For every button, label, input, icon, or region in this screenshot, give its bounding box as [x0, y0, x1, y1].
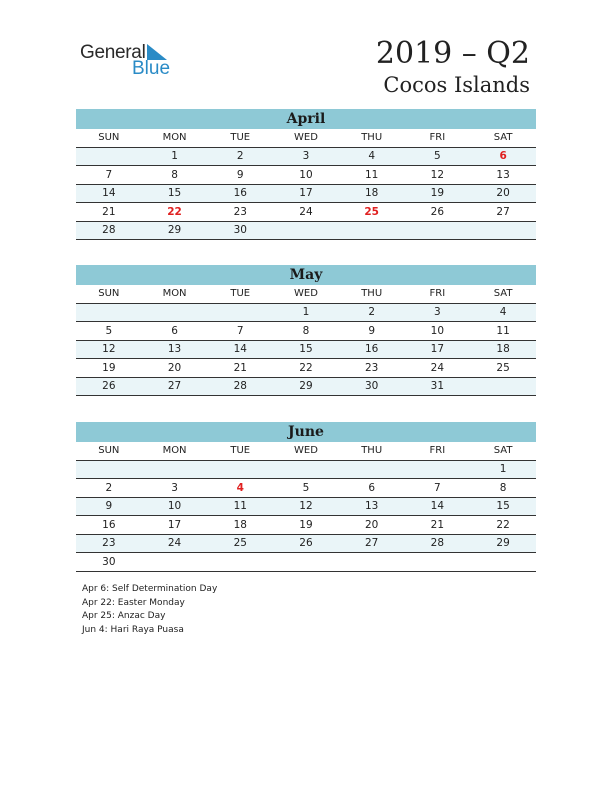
- weekday-label: THU: [339, 285, 405, 303]
- day-cell: 11: [470, 322, 536, 341]
- day-cell: 26: [76, 377, 142, 396]
- day-cell: 25: [339, 203, 405, 222]
- weekday-label: WED: [273, 285, 339, 303]
- weekday-label: MON: [142, 442, 208, 460]
- day-cell: 25: [470, 359, 536, 378]
- day-cell: [273, 221, 339, 240]
- weekday-label: SAT: [470, 129, 536, 147]
- holiday-note: Apr 25: Anzac Day: [82, 611, 166, 621]
- day-cell: 15: [273, 340, 339, 359]
- day-cell: 12: [405, 166, 471, 185]
- calendar-grid: [76, 285, 536, 396]
- holiday-notes: [82, 583, 217, 637]
- day-cell: [470, 553, 536, 572]
- day-cell: 18: [470, 340, 536, 359]
- holiday-note: Apr 6: Self Determination Day: [82, 584, 218, 594]
- page-subtitle: Cocos Islands: [383, 73, 530, 97]
- logo: [80, 40, 200, 80]
- day-cell: 18: [207, 516, 273, 535]
- day-cell: 22: [273, 359, 339, 378]
- day-cell: 23: [339, 359, 405, 378]
- day-cell: 12: [273, 497, 339, 516]
- day-cell: 21: [76, 203, 142, 222]
- weekday-label: TUE: [207, 285, 273, 303]
- weekday-label: TUE: [207, 129, 273, 147]
- month-header: April: [76, 109, 536, 129]
- day-cell: 23: [76, 534, 142, 553]
- day-cell: 14: [405, 497, 471, 516]
- day-cell: 7: [405, 479, 471, 498]
- month-header: May: [76, 265, 536, 285]
- day-cell: 3: [273, 147, 339, 166]
- day-cell: 14: [76, 184, 142, 203]
- day-cell: [76, 147, 142, 166]
- day-cell: [470, 221, 536, 240]
- week-row: [76, 359, 536, 378]
- day-cell: 22: [470, 516, 536, 535]
- weekday-label: SAT: [470, 442, 536, 460]
- day-cell: 31: [405, 377, 471, 396]
- day-cell: 16: [339, 340, 405, 359]
- holiday-note: Apr 22: Easter Monday: [82, 597, 185, 608]
- day-cell: 9: [339, 322, 405, 341]
- day-cell: 29: [273, 377, 339, 396]
- week-row: [76, 166, 536, 185]
- day-cell: 6: [470, 147, 536, 166]
- day-cell: 26: [405, 203, 471, 222]
- day-cell: 1: [470, 460, 536, 479]
- day-cell: [142, 553, 208, 572]
- day-cell: 7: [76, 166, 142, 185]
- day-cell: 19: [76, 359, 142, 378]
- day-cell: 27: [142, 377, 208, 396]
- day-cell: [142, 460, 208, 479]
- page-title: 2019 – Q2: [375, 36, 530, 71]
- day-cell: 9: [76, 497, 142, 516]
- day-cell: 11: [339, 166, 405, 185]
- week-row: [76, 322, 536, 341]
- day-cell: 11: [207, 497, 273, 516]
- day-cell: 20: [470, 184, 536, 203]
- week-row: [76, 221, 536, 240]
- day-cell: 17: [142, 516, 208, 535]
- day-cell: [339, 553, 405, 572]
- day-cell: 6: [339, 479, 405, 498]
- week-row: [76, 534, 536, 553]
- day-cell: 30: [76, 553, 142, 572]
- day-cell: 28: [405, 534, 471, 553]
- week-row: [76, 184, 536, 203]
- week-row: [76, 460, 536, 479]
- day-cell: 2: [339, 303, 405, 322]
- day-cell: 19: [405, 184, 471, 203]
- day-cell: 2: [207, 147, 273, 166]
- day-cell: 5: [76, 322, 142, 341]
- weekday-label: TUE: [207, 442, 273, 460]
- weekday-header-row: [76, 129, 536, 147]
- day-cell: 20: [142, 359, 208, 378]
- logo-blue-text: Blue: [132, 58, 171, 79]
- week-row: [76, 303, 536, 322]
- day-cell: 26: [273, 534, 339, 553]
- week-row: [76, 203, 536, 222]
- day-cell: [76, 460, 142, 479]
- day-cell: [339, 221, 405, 240]
- day-cell: 10: [142, 497, 208, 516]
- day-cell: 29: [142, 221, 208, 240]
- weekday-label: SUN: [76, 442, 142, 460]
- day-cell: 14: [207, 340, 273, 359]
- week-row: [76, 516, 536, 535]
- weekday-header-row: [76, 442, 536, 460]
- day-cell: 8: [273, 322, 339, 341]
- day-cell: 21: [405, 516, 471, 535]
- day-cell: 10: [405, 322, 471, 341]
- weekday-label: SAT: [470, 285, 536, 303]
- week-row: [76, 340, 536, 359]
- day-cell: 24: [405, 359, 471, 378]
- day-cell: 19: [273, 516, 339, 535]
- day-cell: 25: [207, 534, 273, 553]
- day-cell: 5: [405, 147, 471, 166]
- day-cell: [142, 303, 208, 322]
- day-cell: 3: [405, 303, 471, 322]
- weekday-label: SUN: [76, 285, 142, 303]
- weekday-label: WED: [273, 129, 339, 147]
- day-cell: [273, 553, 339, 572]
- day-cell: [339, 460, 405, 479]
- weekday-label: THU: [339, 129, 405, 147]
- day-cell: 29: [470, 534, 536, 553]
- weekday-header-row: [76, 285, 536, 303]
- day-cell: 24: [273, 203, 339, 222]
- day-cell: 3: [142, 479, 208, 498]
- day-cell: 1: [142, 147, 208, 166]
- weekday-label: MON: [142, 285, 208, 303]
- weekday-label: WED: [273, 442, 339, 460]
- day-cell: 4: [207, 479, 273, 498]
- week-row: [76, 377, 536, 396]
- week-row: [76, 479, 536, 498]
- day-cell: 8: [142, 166, 208, 185]
- day-cell: 28: [76, 221, 142, 240]
- day-cell: 16: [76, 516, 142, 535]
- day-cell: 17: [405, 340, 471, 359]
- day-cell: 13: [339, 497, 405, 516]
- day-cell: 30: [207, 221, 273, 240]
- day-cell: [207, 303, 273, 322]
- weekday-label: FRI: [405, 129, 471, 147]
- day-cell: [405, 221, 471, 240]
- day-cell: [470, 377, 536, 396]
- day-cell: 9: [207, 166, 273, 185]
- day-cell: 28: [207, 377, 273, 396]
- day-cell: [207, 460, 273, 479]
- day-cell: 17: [273, 184, 339, 203]
- day-cell: 12: [76, 340, 142, 359]
- month-header: June: [76, 422, 536, 442]
- weekday-label: THU: [339, 442, 405, 460]
- day-cell: 16: [207, 184, 273, 203]
- calendar-grid: [76, 129, 536, 240]
- day-cell: 1: [273, 303, 339, 322]
- weekday-label: MON: [142, 129, 208, 147]
- day-cell: 22: [142, 203, 208, 222]
- day-cell: [207, 553, 273, 572]
- holiday-note: Jun 4: Hari Raya Puasa: [82, 624, 184, 635]
- day-cell: 15: [470, 497, 536, 516]
- logo-general-text: General: [80, 42, 146, 63]
- day-cell: 8: [470, 479, 536, 498]
- week-row: [76, 497, 536, 516]
- week-row: [76, 553, 536, 572]
- day-cell: [273, 460, 339, 479]
- day-cell: 10: [273, 166, 339, 185]
- month-calendar-april: [76, 109, 536, 240]
- day-cell: 21: [207, 359, 273, 378]
- day-cell: 20: [339, 516, 405, 535]
- day-cell: 7: [207, 322, 273, 341]
- weekday-label: SUN: [76, 129, 142, 147]
- day-cell: 15: [142, 184, 208, 203]
- weekday-label: FRI: [405, 442, 471, 460]
- day-cell: 24: [142, 534, 208, 553]
- day-cell: [76, 303, 142, 322]
- month-calendar-may: [76, 265, 536, 396]
- day-cell: 27: [470, 203, 536, 222]
- month-calendar-june: [76, 422, 536, 572]
- day-cell: 18: [339, 184, 405, 203]
- calendar-grid: [76, 442, 536, 572]
- day-cell: 30: [339, 377, 405, 396]
- day-cell: [405, 553, 471, 572]
- day-cell: 27: [339, 534, 405, 553]
- day-cell: 2: [76, 479, 142, 498]
- day-cell: 5: [273, 479, 339, 498]
- day-cell: 13: [470, 166, 536, 185]
- day-cell: 6: [142, 322, 208, 341]
- day-cell: [405, 460, 471, 479]
- day-cell: 13: [142, 340, 208, 359]
- day-cell: 4: [470, 303, 536, 322]
- day-cell: 23: [207, 203, 273, 222]
- weekday-label: FRI: [405, 285, 471, 303]
- day-cell: 4: [339, 147, 405, 166]
- week-row: [76, 147, 536, 166]
